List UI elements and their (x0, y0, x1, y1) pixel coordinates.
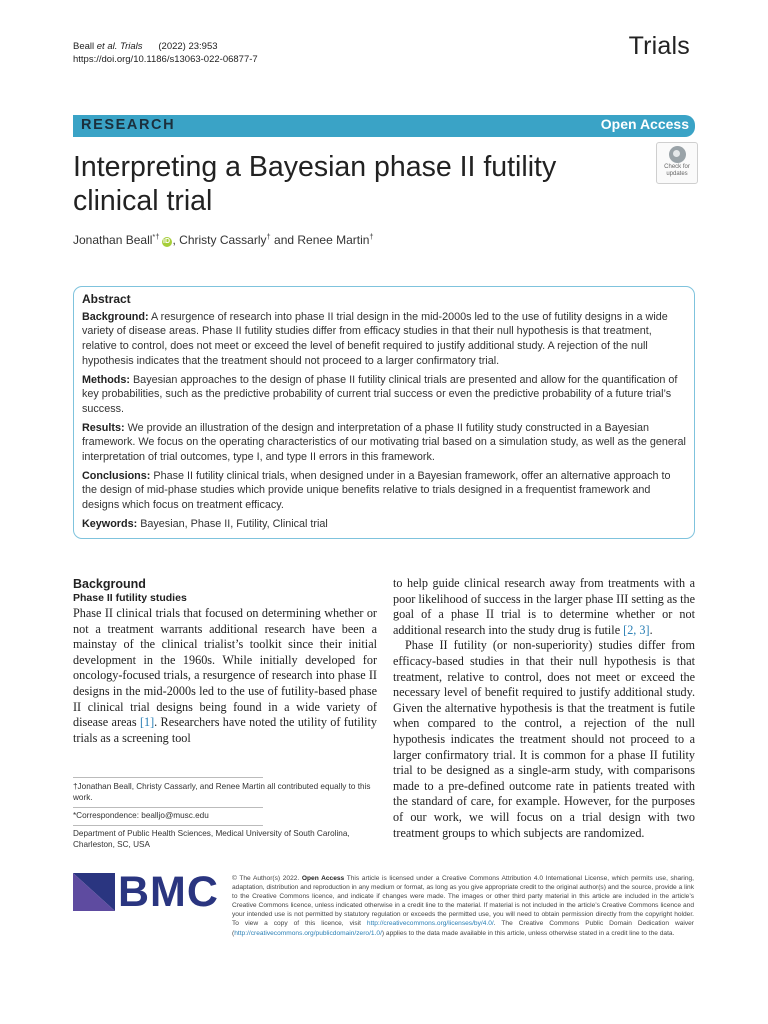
check-updates-line1: Check for (664, 164, 690, 170)
author-name[interactable]: Jonathan Beall (73, 233, 153, 247)
bmc-logo-icon (73, 873, 115, 911)
subsection-heading: Phase II futility studies (73, 592, 187, 604)
citation-journal: et al. Trials (96, 41, 143, 52)
license-open-access: Open Access (301, 875, 345, 882)
results-label: Results: (82, 421, 125, 434)
footnote-correspondence: *Correspondence: bealljo@musc.edu (73, 811, 209, 820)
citation (73, 40, 258, 66)
author-affiliation-marker: *† (152, 232, 160, 241)
abstract-heading: Abstract (82, 292, 131, 306)
license-text: ) applies to the data made available in this article, unless otherwise stated in a credit line to the data. (381, 929, 675, 937)
license-statement (232, 874, 694, 938)
author-name[interactable]: , Christy Cassarly (172, 233, 267, 247)
license-text: © The Author(s) 2022. (232, 875, 302, 882)
author-affiliation-marker: † (266, 232, 271, 241)
citation-authors: Beall (73, 41, 97, 52)
citation-ref[interactable]: [1] (139, 715, 155, 730)
footnote-rule (73, 807, 263, 808)
abstract-keywords (82, 517, 686, 532)
citation-year: (2022) 23:953 (158, 41, 218, 52)
license-text: . The Creative Commons Public Domain Dedication waiver ( (232, 920, 694, 937)
paragraph-text: . Researchers have noted the utility of futility trials as a screening tool (73, 715, 377, 745)
background-text: A resurgence of research into phase II trial design in the mid-2000s led to the use of futility designs in a wide variety of disease areas. Phase II futility studies differ from efficacy studies in that their null hypothesis is that treatment, relative to control, does not meet or exceed the level of benefit required to justify additional study. A rejection of the null hypothesis indicates that the treatment should not proceed to a larger confirmatory trial. (82, 310, 668, 367)
public-domain-link[interactable]: http://creativecommons.org/publicdomain/zero/1.0/ (234, 929, 382, 937)
journal-name: Trials (628, 32, 690, 60)
background-label: Background: (82, 310, 149, 323)
section-heading: Background (73, 577, 146, 591)
abstract-box (73, 286, 695, 539)
paragraph-text: . (649, 622, 653, 637)
footnote-rule (73, 777, 263, 778)
author-affiliation-marker: † (369, 232, 374, 241)
footnote-rule (73, 825, 263, 826)
doi-link[interactable]: https://doi.org/10.1186/s13063-022-06877-7 (73, 54, 258, 65)
orcid-icon[interactable]: iD (163, 238, 170, 245)
article-type-band (73, 115, 695, 137)
methods-label: Methods: (82, 373, 130, 386)
citation-ref[interactable]: [2, 3] (623, 622, 650, 637)
paragraph-text: to help guide clinical research away from treatments with a poor likelihood of success in the larger phase III setting as the goal of a phase II trial is to determine whether or not additional research into the study drug is futile (393, 576, 696, 637)
footnote-affiliation: Department of Public Health Sciences, Medical University of South Carolina, Charleston, SC, USA (73, 829, 350, 849)
conclusions-text: Phase II futility clinical trials, when designed under in a Bayesian framework, offer an alternative approach to the design of mid-phase studies which provide unique benefits relative to trials designed in a frequentist framework and designs which focus on treatment efficacy. (82, 469, 671, 512)
methods-text: Bayesian approaches to the design of phase II futility clinical trials are presented and allow for the quantification of key probabilities, such as the predictive probability of current trial success or even the predictive probability of a future trial’s success. (82, 373, 678, 415)
bmc-logo-text: BMC (118, 868, 219, 916)
results-text: We provide an illustration of the design and interpretation of a phase II futility study constructed in a Bayesian framework. We focus on the operating characteristics of our motivating trial based on a simulation study, as well as the general interpretation of trial outcomes, type I, and type II errors in this framework. (82, 421, 686, 464)
check-updates-line2: updates (666, 170, 688, 177)
conclusions-label: Conclusions: (82, 469, 151, 482)
license-link[interactable]: http://creativecommons.org/licenses/by/4.0/ (366, 920, 494, 928)
paragraph: Phase II futility (or non-superiority) studies differ from efficacy-based studies in that their null hypothesis is that treatment, relative to control, does not meet or exceed the necessary level of benefit required to justify additional study. Given the alternative hypothesis is that the treatment is futile when compared to the control, a rejection of the null hypothesis indicates the treatment should not proceed to a larger confirmatory trial. It is common for a phase II futility trial to be designed as a single-arm study, with comparisons made to a pre-defined outcome rate in patients treated with the standard of care, for example. However, for the purposes of our work, we will focus on a trial design with two treatment groups to which subjects are randomized. (393, 638, 695, 840)
keywords-label: Keywords: (82, 517, 138, 530)
article-type-label: RESEARCH (81, 117, 176, 133)
body-column-right (393, 576, 695, 841)
author-name[interactable]: and Renee Martin (270, 233, 370, 247)
check-updates-icon (669, 146, 686, 163)
paragraph-text: Phase II clinical trials that focused on determining whether or not a treatment warrants additional research have been a mainstay of the clinical trialist’s toolkit since their initial development in the 1960s. While initially developed for oncology-focused trials, a resurgence of research into phase II designs in the mid-2000s led to the use of futility-based phase II clinical trial designs being found in a wide variety of disease areas (73, 606, 377, 730)
keywords-text: Bayesian, Phase II, Futility, Clinical trial (137, 517, 328, 530)
footnote-equal-contribution: †Jonathan Beall, Christy Cassarly, and Renee Martin all contributed equally to this work. (73, 782, 371, 802)
abstract-conclusions (82, 469, 686, 513)
paragraph (393, 576, 695, 638)
article-title: Interpreting a Bayesian phase II futility clinical trial (73, 151, 557, 217)
abstract-background (82, 310, 686, 369)
open-access-label: Open Access (600, 116, 689, 132)
check-for-updates-badge[interactable] (656, 142, 698, 184)
paragraph (73, 606, 377, 746)
abstract-results (82, 421, 686, 465)
author-list (73, 232, 374, 247)
abstract-methods (82, 373, 686, 417)
body-column-left (73, 577, 377, 746)
license-text: This article is licensed under a Creative Commons Attribution 4.0 International License, which permits use, sharing, adaptation, distribution and reproduction in any medium or format, as long as you give appropriate credit to the original author(s) and the source, provide a link to the Creative Commons licence, and indicate if changes were made. The images or other third party material in this article are included in the article’s Creative Commons licence, unless indicated otherwise in a credit line to the material. If material is not included in the article’s Creative Commons licence and your intended use is not permitted by statutory regulation or exceeds the permitted use, you will need to obtain permission directly from the copyright holder. To view a copy of this licence, visit (232, 875, 695, 928)
